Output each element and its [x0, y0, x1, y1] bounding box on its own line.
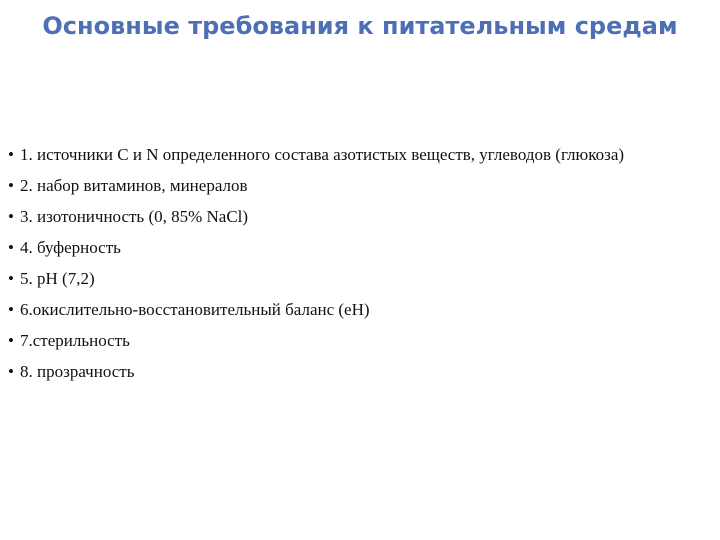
list-item [8, 206, 712, 228]
list-item-text: 8. прозрачность [20, 362, 135, 381]
bullet-icon: • [8, 362, 14, 381]
requirements-list [8, 144, 712, 392]
list-item [8, 175, 712, 197]
bullet-icon: • [8, 269, 14, 288]
list-item-text: 3. изотоничность (0, 85% NaCl) [20, 207, 249, 226]
list-item-text: 4. буферность [20, 238, 121, 257]
list-item [8, 237, 712, 259]
list-item [8, 361, 712, 383]
list-item [8, 268, 712, 290]
list-item-text: 1. источники C и N определенного состава азотистых веществ, углеводов (глюкоза) [20, 145, 625, 164]
bullet-icon: • [8, 300, 14, 319]
list-item-text: 6.окислительно-восстановительный баланс (eH) [20, 300, 370, 319]
bullet-icon: • [8, 145, 14, 164]
list-item [8, 330, 712, 352]
slide-title: Основные требования к питательным средам [42, 12, 678, 40]
bullet-icon: • [8, 238, 14, 257]
list-item-text: 5. pH (7,2) [20, 269, 95, 288]
list-item [8, 144, 712, 166]
bullet-icon: • [8, 207, 14, 226]
bullet-icon: • [8, 176, 14, 195]
list-item [8, 299, 712, 321]
list-item-text: 2. набор витаминов, минералов [20, 176, 248, 195]
bullet-icon: • [8, 331, 14, 350]
list-item-text: 7.стерильность [20, 331, 130, 350]
